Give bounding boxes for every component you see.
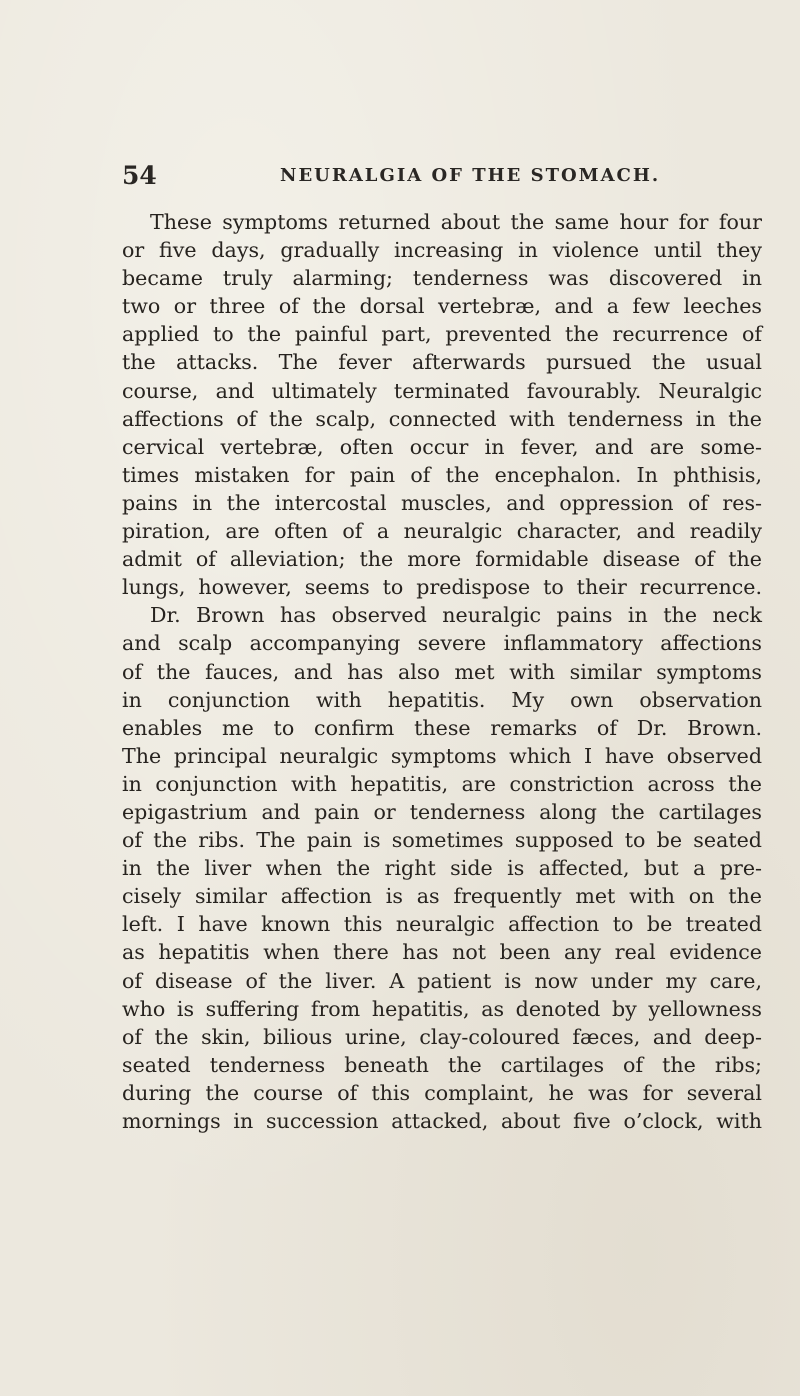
body-text [122, 208, 762, 1135]
text-line: These symptoms returned about the same hour for four [150, 210, 762, 234]
text-line: in conjunction with hepatitis, are constriction across the [122, 771, 762, 796]
text-line: epigastrium and pain or tenderness along the cartilages [122, 799, 762, 824]
text-line: left. I have known this neuralgic affection to be treated [122, 912, 762, 937]
text-line: in the liver when the right side is affected, but a pre- [122, 856, 762, 881]
page-number: 54 [122, 161, 157, 190]
text-line: The principal neuralgic symptoms which I have observed [122, 743, 762, 768]
text-line: affections of the scalp, connected with tenderness in the [122, 406, 762, 431]
text-line: admit of alleviation; the more formidable disease of the [122, 547, 762, 572]
text-line: became truly alarming; tenderness was discovered in [122, 266, 762, 291]
text-line: mornings in succession attacked, about five o’clock, with [122, 1109, 762, 1133]
text-line: two or three of the dorsal vertebræ, and a few leeches [122, 294, 762, 319]
text-line: of disease of the liver. A patient is now under my care, [122, 968, 762, 993]
text-line: course, and ultimately terminated favourably. Neuralgic [122, 378, 762, 403]
text-line: of the skin, bilious urine, clay-coloured fæces, and deep- [122, 1024, 762, 1049]
text-line: cervical vertebræ, often occur in fever, and are some- [122, 434, 762, 459]
text-line: Dr. Brown has observed neuralgic pains in the neck [150, 603, 762, 628]
text-line: pains in the intercostal muscles, and oppression of res- [122, 490, 762, 515]
text-line: the attacks. The fever afterwards pursued the usual [122, 350, 762, 375]
text-line: of the ribs. The pain is sometimes supposed to be seated [122, 828, 762, 853]
text-line: piration, are often of a neuralgic character, and readily [122, 519, 762, 544]
text-line: enables me to confirm these remarks of Dr. Brown. [122, 715, 762, 740]
text-line: and scalp accompanying severe inflammatory affections [122, 631, 762, 656]
text-line: who is suffering from hepatitis, as denoted by yellowness [122, 996, 762, 1021]
text-line: lungs, however, seems to predispose to their recurrence. [122, 575, 762, 600]
text-line: times mistaken for pain of the encephalon. In phthisis, [122, 462, 762, 487]
text-line: of the fauces, and has also met with similar symptoms [122, 659, 762, 684]
text-line: applied to the painful part, prevented the recurrence of [122, 322, 762, 347]
text-line: during the course of this complaint, he was for several [122, 1080, 762, 1105]
text-line: as hepatitis when there has not been any real evidence [122, 940, 762, 965]
text-line: cisely similar affection is as frequently met with on the [122, 884, 762, 909]
text-line: seated tenderness beneath the cartilages of the ribs; [122, 1052, 762, 1077]
running-head: NEURALGIA OF THE STOMACH. [280, 165, 661, 186]
text-line: or five days, gradually increasing in violence until they [122, 238, 762, 263]
page-header [122, 161, 762, 191]
text-line: in conjunction with hepatitis. My own observation [122, 687, 762, 712]
